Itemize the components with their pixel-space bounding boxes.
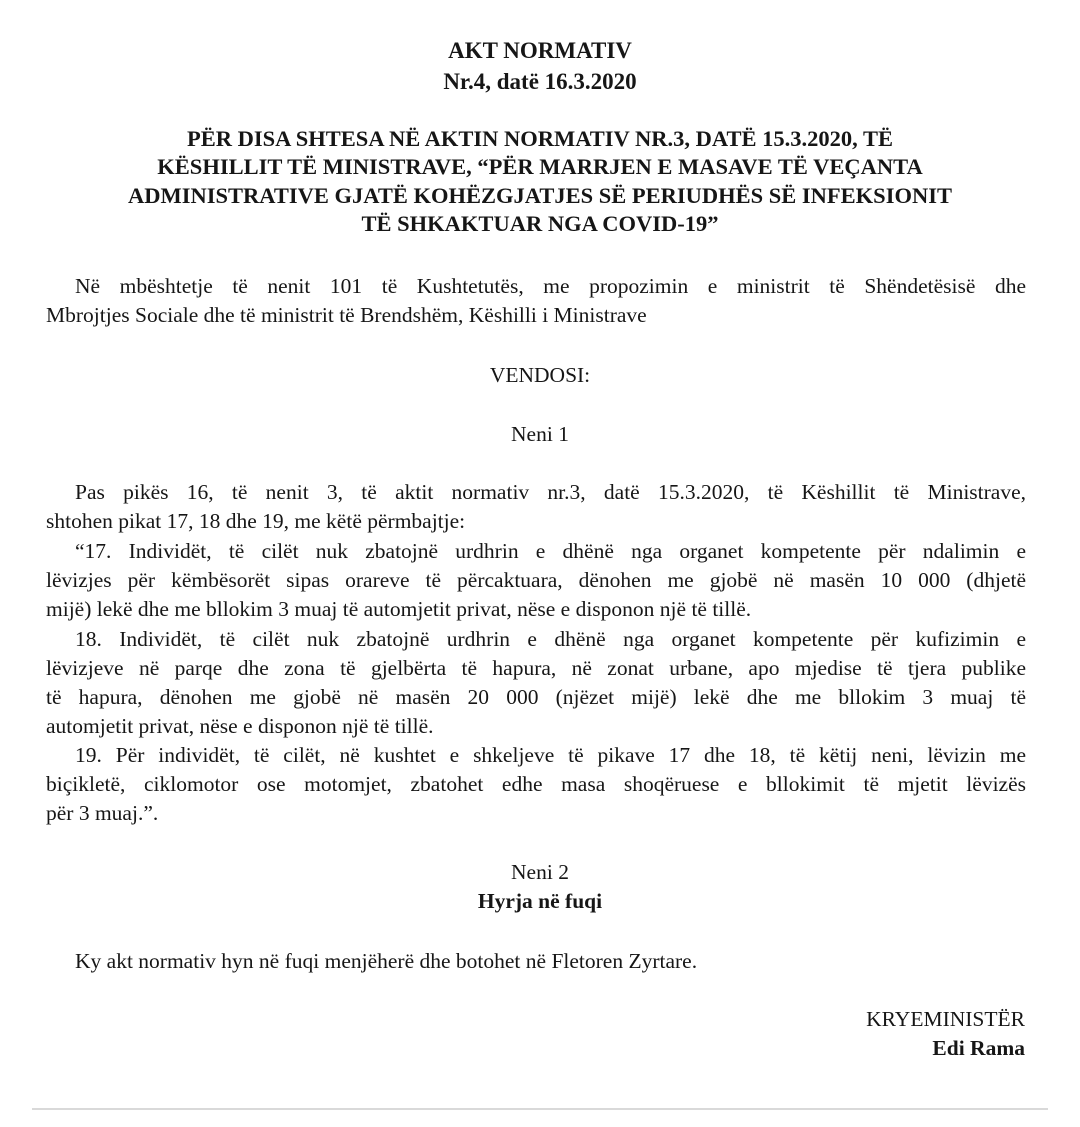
article-2-text: Ky akt normativ hyn në fuqi menjëherë dhe botohet në Fletoren Zyrtare. (75, 949, 698, 973)
article-2-heading: Neni 2 (511, 860, 569, 884)
document-title: AKT NORMATIV (448, 38, 632, 63)
signature-name: Edi Rama (932, 1036, 1025, 1060)
article-1-line: lëvizjeve në parqe dhe zona të gjelbërta të hapura, në zonat urbane, apo mjedise të tjera publike (46, 656, 1026, 680)
article-1-line: 19. Për individët, të cilët, në kushtet e shkeljeve të pikave 17 dhe 18, të këtij neni, lëvizin me (75, 743, 1026, 767)
article-1-heading: Neni 1 (511, 422, 569, 446)
article-1-line: mijë) lekë dhe me bllokim 3 muaj të automjetit privat, nëse e disponon një të tillë. (46, 597, 752, 621)
subject-line: PËR DISA SHTESA NË AKTIN NORMATIV NR.3, DATË 15.3.2020, TË (187, 126, 893, 151)
article-2-subheading: Hyrja në fuqi (477, 889, 603, 913)
article-1-line: Pas pikës 16, të nenit 3, të aktit normativ nr.3, datë 15.3.2020, të Këshillit të Ministrave, (75, 480, 1026, 504)
preamble-line: Mbrojtjes Sociale dhe të ministrit të Brendshëm, Këshilli i Ministrave (46, 303, 647, 327)
article-1-line: shtohen pikat 17, 18 dhe 19, me këtë përmbajtje: (46, 509, 466, 533)
document-number: Nr.4, datë 16.3.2020 (443, 69, 637, 94)
article-1-line: të hapura, dënohen me gjobë në masën 20 000 (njëzet mijë) lekë dhe me bllokim 3 muaj të (46, 685, 1026, 709)
decision-label: VENDOSI: (489, 363, 591, 387)
preamble-line: Në mbështetje të nenit 101 të Kushtetutës, me propozimin e ministrit të Shëndetësisë dhe (75, 274, 1026, 298)
article-1-line: automjetit privat, nëse e disponon një të tillë. (46, 714, 434, 738)
article-1-line: “17. Individët, të cilët nuk zbatojnë urdhrin e dhënë nga organet kompetente për ndalimin e (75, 539, 1026, 563)
article-1-line: 18. Individët, të cilët nuk zbatojnë urdhrin e dhënë nga organet kompetente për kufizimin e (75, 627, 1026, 651)
subject-line: TË SHKAKTUAR NGA COVID-19” (361, 211, 719, 236)
article-1-line: biçikletë, ciklomotor ose motomjet, zbatohet edhe masa shoqëruese e bllokimit të mjetit lëvizës (46, 772, 1026, 796)
subject-line: KËSHILLIT TË MINISTRAVE, “PËR MARRJEN E MASAVE TË VEÇANTA (157, 154, 923, 179)
article-1-line: lëvizjes për këmbësorët sipas orareve të përcaktuara, dënohen me gjobë në masën 10 000 (dhjetë (46, 568, 1026, 592)
signature-role: KRYEMINISTËR (866, 1007, 1025, 1031)
bottom-divider (32, 1108, 1048, 1110)
article-1-line: për 3 muaj.”. (46, 801, 159, 825)
subject-line: ADMINISTRATIVE GJATË KOHËZGJATJES SË PERIUDHËS SË INFEKSIONIT (128, 183, 952, 208)
